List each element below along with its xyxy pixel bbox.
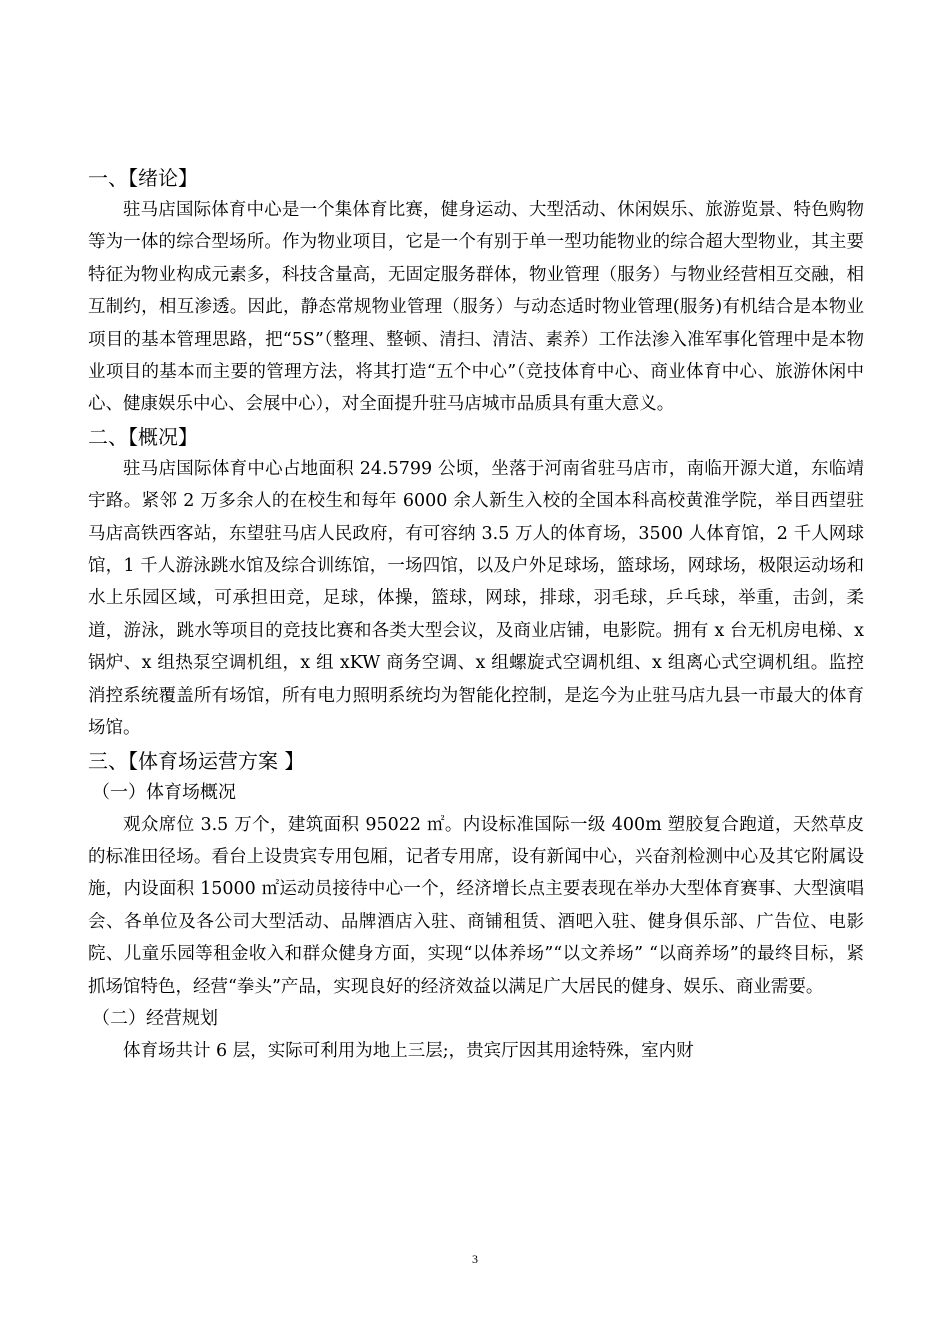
page-number: 3 bbox=[472, 1252, 478, 1266]
section-heading-intro: 一、【绪论】 bbox=[88, 166, 198, 190]
business-plan-paragraph: 体育场共计 6 层，实际可利用为地上三层;，贵宾厅因其用途特殊，室内财 bbox=[123, 1040, 694, 1061]
section-heading-overview: 二、【概况】 bbox=[88, 424, 198, 449]
overview-paragraph: 驻马店国际体育中心占地面积 24.5799 公顷，坐落于河南省驻马店市，南临开源大道，东临靖宇路。紧邻 2 万多余人的在校生和每年 6000 余人新生入校的全国本科高校黄淮学院，举目西望驻马店高铁西客站，东望驻马店人民政府，有可容纳 3.5 万人的体育场，3500 人体育馆，2 千人网球馆，1 千人游泳跳水馆及综合训练馆，一场四馆，以及户外足球场，篮球场，网球场，极限运动场和水上乐园区域，可承担田竞，足球，体操，篮球，网球，排球，羽毛球，乒乓球，举重，击剑，柔道，游泳，跳水等项目的竞技比赛和各类大型会议，及商业店铺，电影院。拥有 x 台无机房电梯、x 锅炉、x 组热泵空调机组，x 组 xKW 商务空调、x 组螺旋式空调机组、x 组离心式空调机组。监控消控系统覆盖所有场馆，所有电力照明系统均为智能化控制，是迄今为止驻马店九县一市最大的体育场馆。 bbox=[88, 458, 864, 739]
section-heading-stadium: 三、【体育场运营方案 】 bbox=[88, 748, 305, 773]
document-body bbox=[88, 162, 864, 1067]
intro-paragraph: 驻马店国际体育中心是一个集体育比赛，健身运动、大型活动、休闲娱乐、旅游览景、特色购物等为一体的综合型场所。作为物业项目，它是一个有别于单一型功能物业的综合超大型物业，其主要特征为物业构成元素多，科技含量高，无固定服务群体，物业管理（服务）与物业经营相互交融，相互制约，相互渗透。因此，静态常规物业管理（服务）与动态适时物业管理(服务)有机结合是本物业项目的基本管理思路，把“5S”（整理、整顿、清扫、清洁、素养）工作法渗入准军事化管理中是本物业项目的基本而主要的管理方法，将其打造“五个中心”（竞技体育中心、商业体育中心、旅游休闲中心、健康娱乐中心、会展中心），对全面提升驻马店城市品质具有重大意义。 bbox=[88, 200, 864, 415]
subsection-heading-stadium-overview: （一）体育场概况 bbox=[92, 781, 236, 803]
stadium-overview-paragraph: 观众席位 3.5 万个，建筑面积 95022 ㎡。内设标准国际一级 400m 塑胶复合跑道，天然草皮的标准田径场。看台上设贵宾专用包厢，记者专用席，设有新闻中心，兴奋剂检测中心及其它附属设施，内设面积 15000 ㎡运动员接待中心一个，经济增长点主要表现在举办大型体育赛事、大型演唱会、各单位及各公司大型活动、品牌酒店入驻、商铺租赁、酒吧入驻、健身俱乐部、广告位、电影院、儿童乐园等租金收入和群众健身方面，实现“以体养场”“以文养场” “以商养场”的最终目标，紧抓场馆特色，经营“拳头”产品，实现良好的经济效益以满足广大居民的健身、娱乐、商业需要。 bbox=[88, 814, 864, 997]
subsection-heading-business-plan: （二）经营规划 bbox=[92, 1007, 218, 1029]
